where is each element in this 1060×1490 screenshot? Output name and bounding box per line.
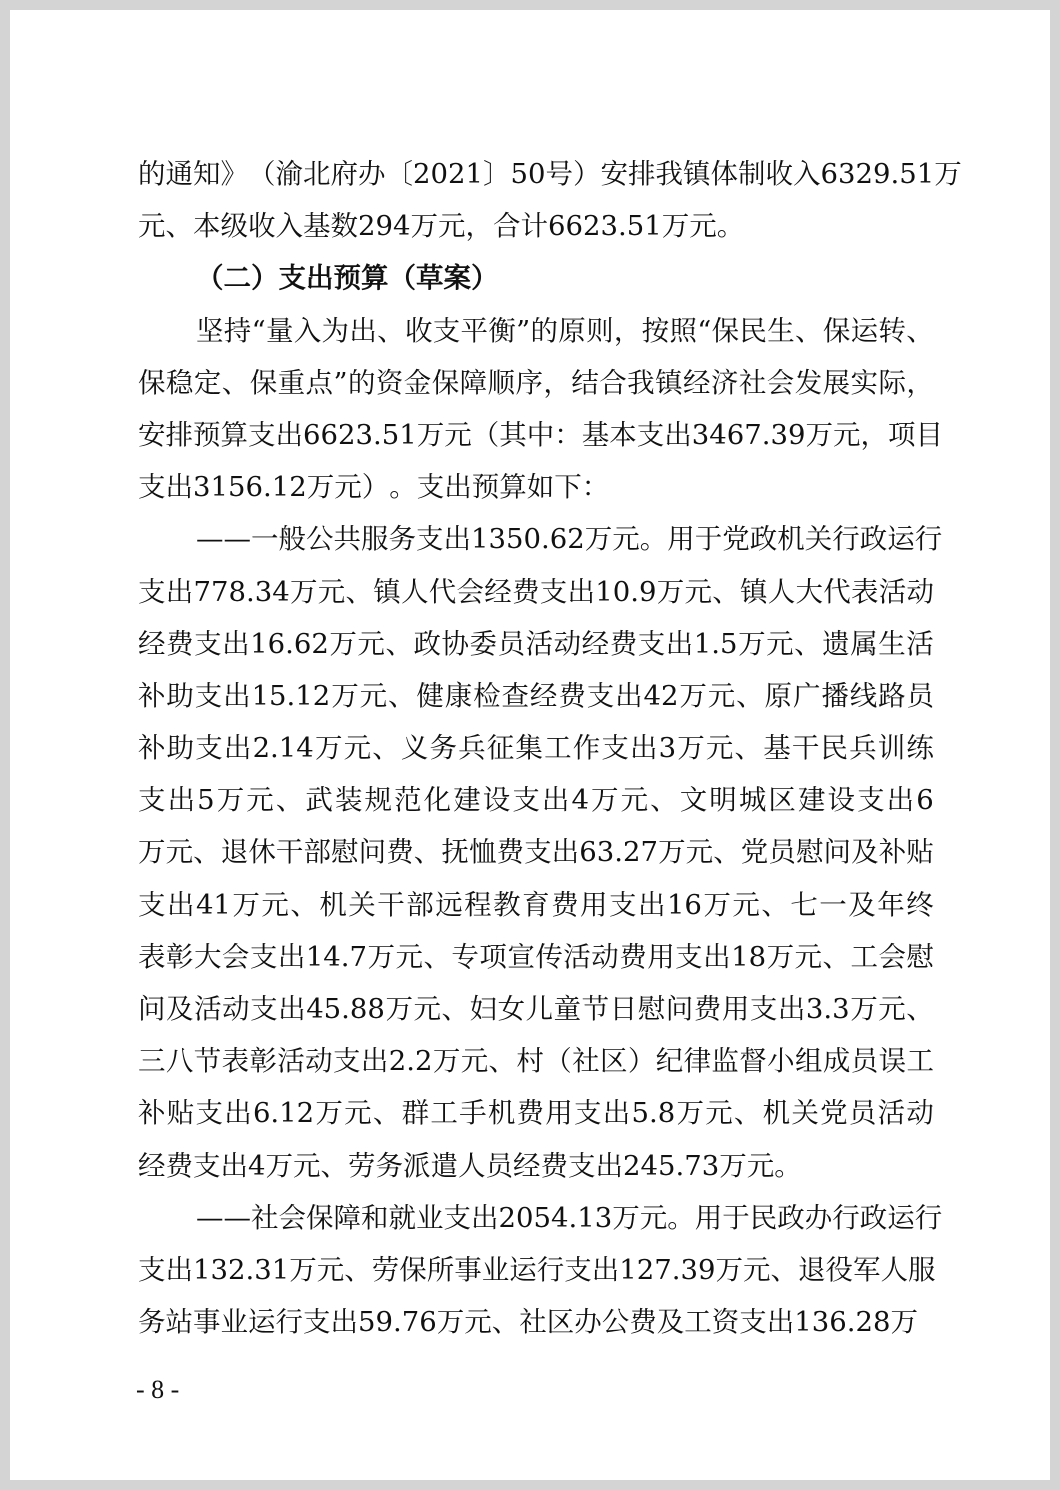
document-page — [10, 10, 1050, 1480]
text-line: 经 费 支 出 16.62 万 元 、 政 协 委 员 活 动 经 费 支 出 1.5 万 元 、 遗 属 生 活 — [138, 627, 934, 660]
text-line: 经 费 支 出 4 万 元 、 劳 务 派 遣 人 员 经 费 支 出 245.73 万 元 。 — [138, 1149, 802, 1182]
text-line: 保 稳 定 、 保 重 点 ” 的 资 金 保 障 顺 序 ， 结 合 我 镇 经 济 社 会 发 展 实 际 ， — [138, 366, 934, 399]
text-line: 的 通 知 》 （ 渝 北 府 办 〔 2021 〕 50 号 ） 安 排 我 镇 体 制 收 入 6329.51 万 — [138, 158, 962, 190]
document-body — [138, 148, 962, 1348]
text-line: 补 助 支 出 15.12 万 元 、 健 康 检 查 经 费 支 出 42 万 元 、 原 广 播 线 路 员 — [138, 679, 934, 712]
text-line: 万 元 、 退 休 干 部 慰 问 费 、 抚 恤 费 支 出 63.27 万 元 、 党 员 慰 问 及 补 贴 — [138, 836, 934, 869]
text-line: 支 出 3156.12 万 元 ） 。 支 出 预 算 如 下 ： — [138, 471, 610, 504]
section-heading: （ 二 ） 支 出 预 算 （ 草 案 ） — [196, 262, 499, 295]
text-line: 安 排 预 算 支 出 6623.51 万 元 （ 其 中 ： 基 本 支 出 3467.39 万 元 ， 项 目 — [138, 418, 943, 451]
text-line: 坚 持 “ 量 入 为 出 、 收 支 平 衡 ” 的 原 则 ， 按 照 “ 保 民 生 、 保 运 转 、 — [196, 314, 934, 347]
text-line: —— 社 会 保 障 和 就 业 支 出 2054.13 万 元 。 用 于 民 政 办 行 政 运 行 — [196, 1201, 943, 1234]
text-line: 补 助 支 出 2.14 万 元 、 义 务 兵 征 集 工 作 支 出 3 万 元 、 基 干 民 兵 训 练 — [138, 732, 934, 765]
text-line: 问 及 活 动 支 出 45.88 万 元 、 妇 女 儿 童 节 日 慰 问 费 用 支 出 3.3 万 元 、 — [138, 993, 934, 1025]
text-line: 三 八 节 表 彰 活 动 支 出 2.2 万 元 、 村 （ 社 区 ） 纪 律 监 督 小 组 成 员 误 工 — [138, 1045, 934, 1078]
text-line: 支 出 5 万 元 、 武 装 规 范 化 建 设 支 出 4 万 元 、 文 明 城 区 建 设 支 出 6 — [138, 784, 934, 817]
text-line: 支 出 778.34 万 元 、 镇 人 代 会 经 费 支 出 10.9 万 元 、 镇 人 大 代 表 活 动 — [138, 575, 934, 608]
page-number: - 8 - — [136, 1375, 180, 1404]
text-line: 支 出 132.31 万 元 、 劳 保 所 事 业 运 行 支 出 127.39 万 元 、 退 役 军 人 服 — [138, 1253, 936, 1286]
text-line: 表 彰 大 会 支 出 14.7 万 元 、 专 项 宣 传 活 动 费 用 支 出 18 万 元 、 工 会 慰 — [138, 940, 934, 973]
text-line: 补 贴 支 出 6.12 万 元 、 群 工 手 机 费 用 支 出 5.8 万 元 、 机 关 党 员 活 动 — [138, 1097, 934, 1130]
text-line: 元 、 本 级 收 入 基 数 294 万 元 ， 合 计 6623.51 万 元 。 — [138, 210, 745, 243]
text-line: —— 一 般 公 共 服 务 支 出 1350.62 万 元 。 用 于 党 政 机 关 行 政 运 行 — [196, 523, 943, 556]
text-line: 支 出 41 万 元 、 机 关 干 部 远 程 教 育 费 用 支 出 16 万 元 、 七 一 及 年 终 — [138, 888, 934, 921]
text-line: 务 站 事 业 运 行 支 出 59.76 万 元 、 社 区 办 公 费 及 工 资 支 出 136.28 万 — [138, 1306, 918, 1339]
